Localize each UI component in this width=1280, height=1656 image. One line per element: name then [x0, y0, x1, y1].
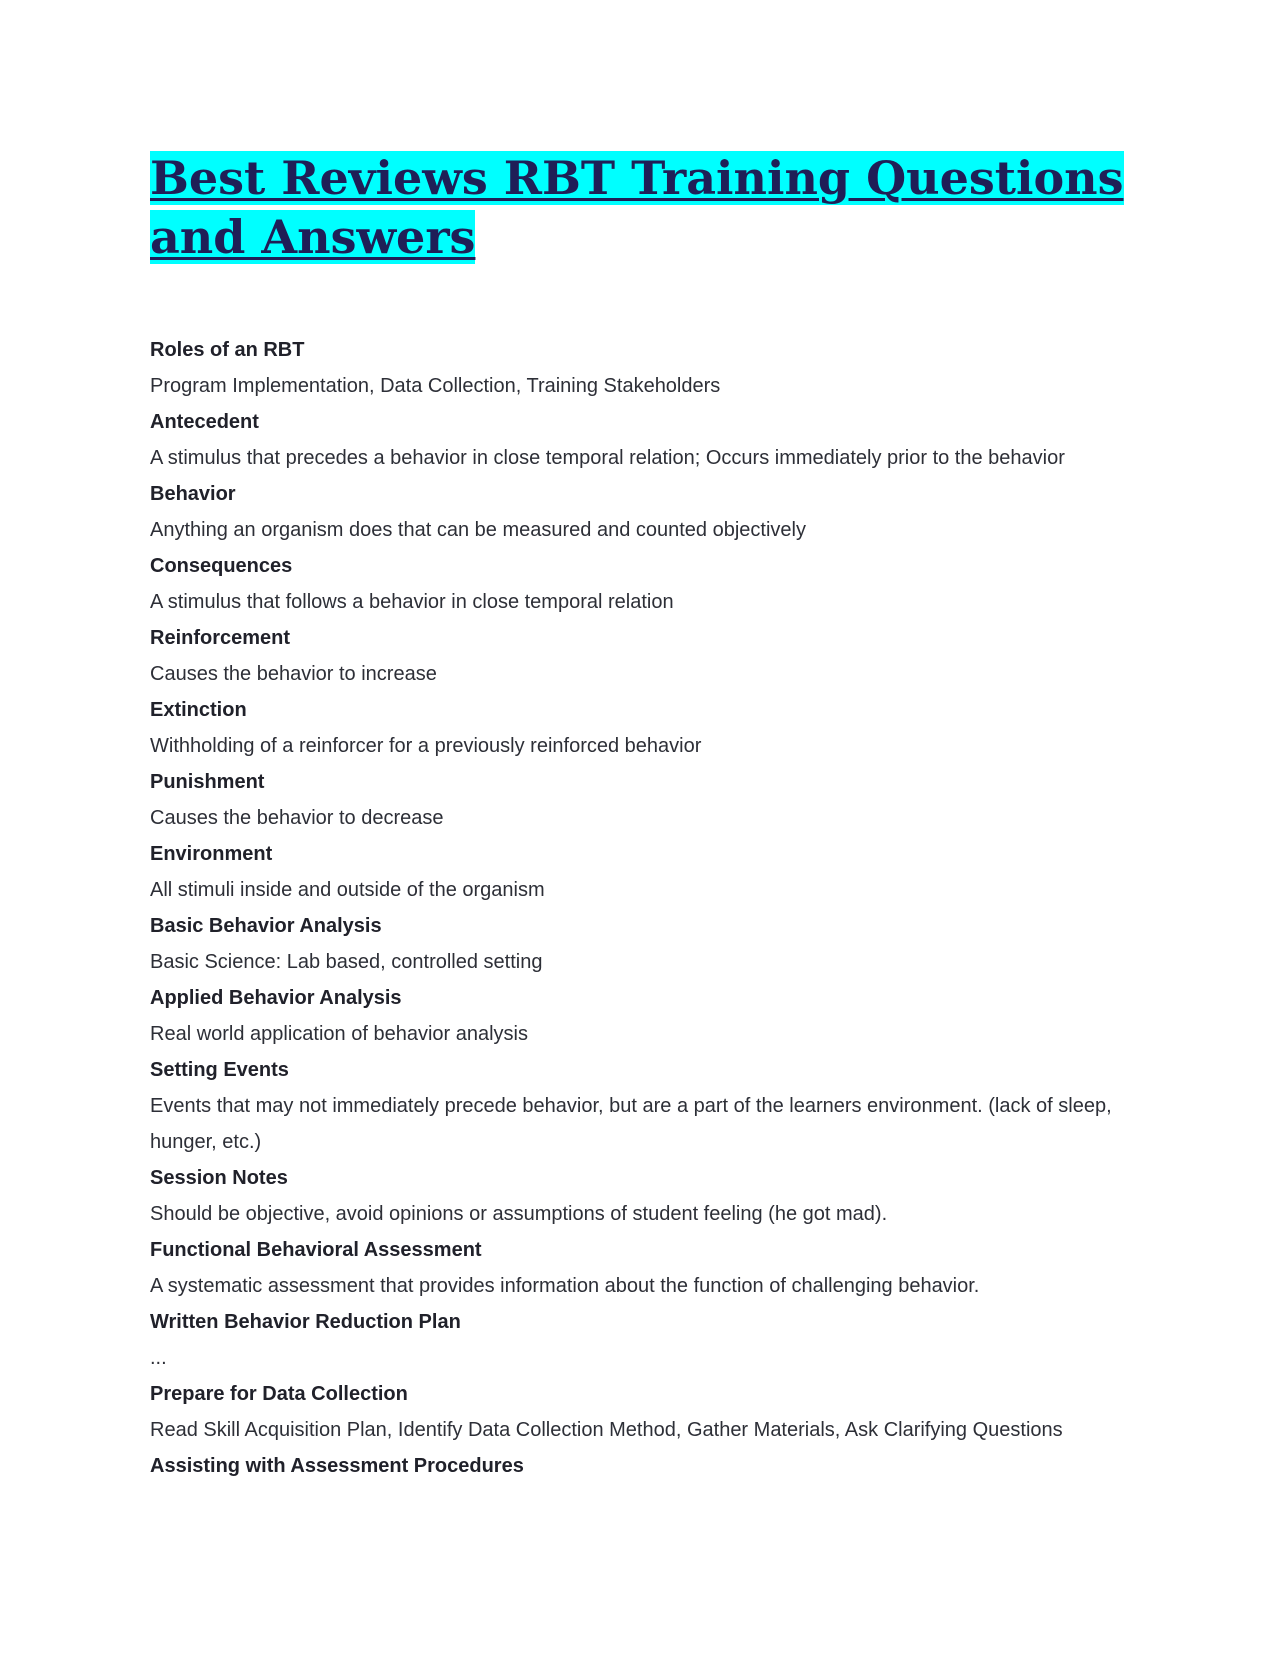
term-label: Roles of an RBT — [150, 339, 305, 361]
definition-text: Withholding of a reinforcer for a previously reinforced behavior — [150, 735, 702, 757]
term-label: Prepare for Data Collection — [150, 1383, 408, 1405]
definition-text: Read Skill Acquisition Plan, Identify Data Collection Method, Gather Materials, Ask Clarifying Questions — [150, 1419, 1063, 1441]
list-item — [150, 620, 1150, 692]
definition-text: Events that may not immediately precede behavior, but are a part of the learners environment. (lack of sleep, hunger, etc.) — [150, 1095, 1112, 1153]
definition-text: A stimulus that follows a behavior in close temporal relation — [150, 591, 674, 613]
list-item — [150, 1052, 1150, 1160]
list-item — [150, 1232, 1150, 1304]
definition-text: Should be objective, avoid opinions or assumptions of student feeling (he got mad). — [150, 1203, 888, 1225]
term-label: Environment — [150, 843, 273, 865]
list-item — [150, 836, 1150, 908]
term-label: Functional Behavioral Assessment — [150, 1239, 482, 1261]
list-item — [150, 980, 1150, 1052]
definition-text: ... — [150, 1347, 167, 1369]
term-label: Session Notes — [150, 1167, 288, 1189]
list-item — [150, 692, 1150, 764]
definition-text: Program Implementation, Data Collection, Training Stakeholders — [150, 375, 721, 397]
list-item — [150, 332, 1150, 404]
term-label: Applied Behavior Analysis — [150, 987, 402, 1009]
list-item — [150, 548, 1150, 620]
definition-text: A stimulus that precedes a behavior in close temporal relation; Occurs immediately prior to the behavior — [150, 447, 1065, 469]
list-item — [150, 476, 1150, 548]
list-item — [150, 1160, 1150, 1232]
term-label: Antecedent — [150, 411, 259, 433]
term-label: Assisting with Assessment Procedures — [150, 1455, 524, 1477]
definition-text: All stimuli inside and outside of the organism — [150, 879, 545, 901]
list-item — [150, 1376, 1150, 1448]
list-item — [150, 1448, 1150, 1484]
list-item — [150, 404, 1150, 476]
definition-text: Anything an organism does that can be measured and counted objectively — [150, 519, 806, 541]
term-label: Setting Events — [150, 1059, 289, 1081]
definition-text: Causes the behavior to decrease — [150, 807, 444, 829]
definition-text: Real world application of behavior analysis — [150, 1023, 528, 1045]
term-label: Reinforcement — [150, 627, 291, 649]
term-label: Behavior — [150, 483, 236, 505]
term-label: Basic Behavior Analysis — [150, 915, 382, 937]
definition-text: A systematic assessment that provides information about the function of challenging behavior. — [150, 1275, 980, 1297]
list-item — [150, 764, 1150, 836]
term-label: Punishment — [150, 771, 265, 793]
term-label: Written Behavior Reduction Plan — [150, 1311, 461, 1333]
document-title-text: Best Reviews RBT Training Questions and Answers — [150, 151, 1124, 264]
term-label: Extinction — [150, 699, 247, 721]
term-definition-list — [150, 332, 1150, 1484]
term-label: Consequences — [150, 555, 293, 577]
list-item — [150, 1304, 1150, 1376]
list-item — [150, 908, 1150, 980]
document-title — [150, 149, 1130, 267]
definition-text: Causes the behavior to increase — [150, 663, 437, 685]
definition-text: Basic Science: Lab based, controlled setting — [150, 951, 543, 973]
